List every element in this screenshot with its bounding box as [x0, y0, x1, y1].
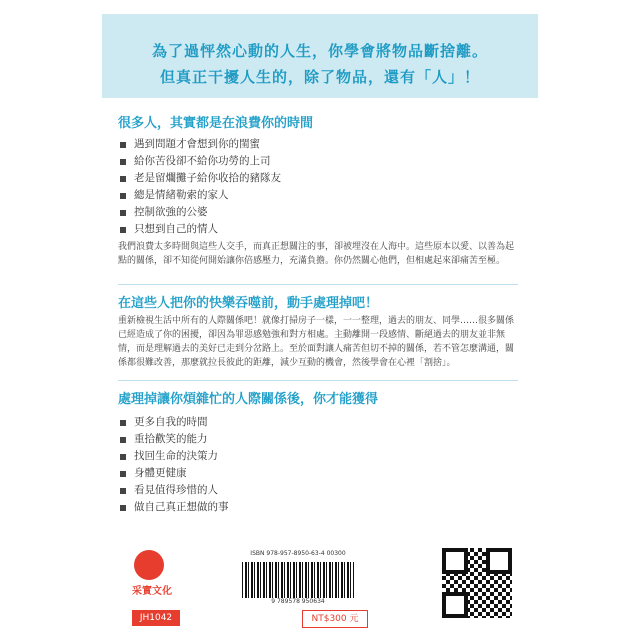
bullet-icon — [120, 488, 126, 494]
divider — [118, 284, 518, 285]
section-1-title: 很多人，其實都是在浪費你的時間 — [118, 116, 314, 131]
section-3-list — [120, 414, 229, 516]
bullet-icon — [120, 454, 126, 460]
bullet-icon — [120, 159, 126, 165]
qr-code-icon — [442, 548, 512, 618]
section-2-paragraph: 重新檢視生活中所有的人際關係吧！就像打掃房子一樣，一一整理，過去的朋友、同學……很多關係已經造成了你的困擾，卻因為罪惡感勉強和對方相處。主動離開一段感情、斷絕過去的朋友並非無情，而是理解過去的美好已走到分岔路上。至於面對讓人痛苦但切不掉的關係，若不管怎麼溝通，關係都很難改善，那麼就拉長彼此的距離，減少互動的機會，然後學會在心裡「割捨」。 — [118, 316, 515, 368]
publisher-logo — [130, 548, 170, 598]
list-item: 只想到自己的情人 — [120, 221, 281, 238]
list-item: 總是情緒勒索的家人 — [120, 187, 281, 204]
barcode-icon — [242, 562, 354, 598]
qr-eye — [442, 592, 468, 618]
section-1-list — [120, 136, 281, 238]
bullet-icon — [120, 505, 126, 511]
isbn-barcode-block — [234, 550, 362, 606]
bullet-icon — [120, 420, 126, 426]
header-banner — [102, 14, 538, 98]
list-item: 老是留爛攤子給你收拾的豬隊友 — [120, 170, 281, 187]
barcode-number: 9 789578 950634 — [271, 598, 325, 605]
section-1-paragraph: 我們浪費太多時間與這些人交手，而真正想關注的事，卻被埋沒在人海中。這些原本以愛、以善為起點的關係，卻不知從何開始讓你倍感壓力，充滿負擔。你仍然關心他們，但相處起來卻痛苦至極。 — [118, 242, 515, 266]
bullet-icon — [120, 176, 126, 182]
section-3-title: 處理掉讓你煩雜忙的人際關係後，你才能獲得 — [118, 392, 379, 407]
isbn-text: ISBN 978-957-8950-63-4 00300 — [250, 550, 346, 557]
list-item: 更多自我的時間 — [120, 414, 229, 431]
logo-circle-icon — [134, 550, 164, 580]
bullet-icon — [120, 227, 126, 233]
bullet-icon — [120, 437, 126, 443]
bullet-icon — [120, 210, 126, 216]
book-back-cover — [102, 14, 538, 630]
qr-eye — [442, 548, 468, 574]
list-item: 看見值得珍惜的人 — [120, 482, 229, 499]
list-item: 找回生命的決策力 — [120, 448, 229, 465]
section-2-title: 在這些人把你的快樂吞噬前，動手處理掉吧！ — [118, 296, 379, 311]
price-label: NT$300 元 — [302, 610, 368, 628]
list-item: 身體更健康 — [120, 465, 229, 482]
list-item: 遇到問題才會想到你的閨蜜 — [120, 136, 281, 153]
list-item: 給你苦役卻不給你功勞的上司 — [120, 153, 281, 170]
list-item: 控制欲強的公婆 — [120, 204, 281, 221]
bullet-icon — [120, 193, 126, 199]
header-line-1: 為了過怦然心動的人生，你學會將物品斷捨離。 — [151, 42, 488, 60]
header-line-2: 但真正干擾人生的，除了物品，還有「人」！ — [159, 68, 480, 86]
list-item: 做自己真正想做的事 — [120, 499, 229, 516]
book-code: JH1042 — [132, 610, 180, 626]
bullet-icon — [120, 142, 126, 148]
divider — [118, 380, 518, 381]
publisher-name: 采實文化 — [132, 586, 172, 597]
qr-eye — [486, 548, 512, 574]
list-item: 重拾歡笑的能力 — [120, 431, 229, 448]
bullet-icon — [120, 471, 126, 477]
